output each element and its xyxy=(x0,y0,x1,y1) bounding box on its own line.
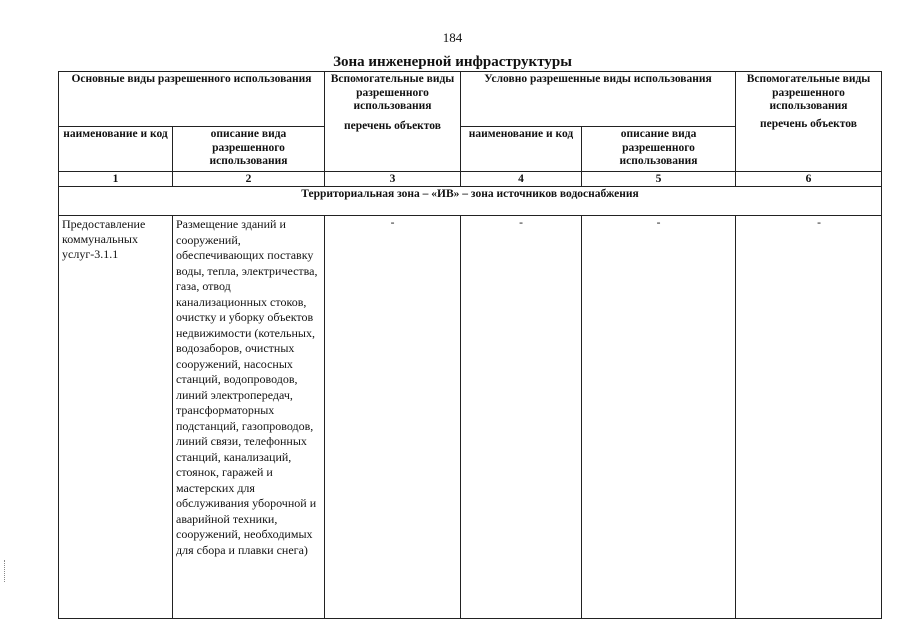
row-col5-value: - xyxy=(582,216,736,619)
header-col6-label: перечень объектов xyxy=(760,117,857,130)
header-col4: наименование и код xyxy=(461,127,582,172)
header-main-uses: Основные виды разрешенного использования xyxy=(59,72,325,127)
row-col6-value: - xyxy=(736,216,882,619)
column-number-4: 4 xyxy=(461,172,582,187)
header-col3-label: перечень объектов xyxy=(344,119,441,132)
table-row xyxy=(59,216,882,619)
row-name-code: Предоставление коммунальных услуг-3.1.1 xyxy=(59,216,173,619)
document-title: Зона инженерной инфраструктуры xyxy=(333,54,572,70)
header-aux-uses-1 xyxy=(325,72,461,172)
column-number-3: 3 xyxy=(325,172,461,187)
column-number-5: 5 xyxy=(582,172,736,187)
header-col5: описание вида разрешенного использования xyxy=(582,127,736,172)
column-number-1: 1 xyxy=(59,172,173,187)
column-number-6: 6 xyxy=(736,172,882,187)
header-conditional-uses: Условно разрешенные виды использования xyxy=(461,72,736,127)
header-col2: описание вида разрешенного использования xyxy=(173,127,325,172)
header-col1: наименование и код xyxy=(59,127,173,172)
scan-margin-marks xyxy=(4,560,7,582)
row-col4-value: - xyxy=(461,216,582,619)
zone-title: Территориальная зона – «ИВ» – зона источников водоснабжения xyxy=(59,187,882,216)
row-col3-value: - xyxy=(325,216,461,619)
header-aux-uses-2-label: Вспомогательные виды разрешенного использования xyxy=(746,73,871,112)
header-aux-uses-2 xyxy=(736,72,882,172)
column-number-2: 2 xyxy=(173,172,325,187)
row-description: Размещение зданий и сооружений, обеспечивающих поставку воды, тепла, электричества, газа, отвод канализационных стоков, очистку и уборку объектов недвижимости (котельных, водозаборов, очистных сооружений, насосных станций, водопроводов, линий электропередач, трансформаторных подстанций, газопроводов, линий связи, телефонных станций, канализаций, стоянок, гаражей и мастерских для обслуживания уборочной и аварийной техники, сооружений, необходимых для сбора и плавки снега) xyxy=(173,216,325,619)
header-aux-uses-1-label: Вспомогательные виды разрешенного использования xyxy=(330,73,455,112)
page-number: 184 xyxy=(442,30,463,45)
land-use-table xyxy=(58,71,882,619)
